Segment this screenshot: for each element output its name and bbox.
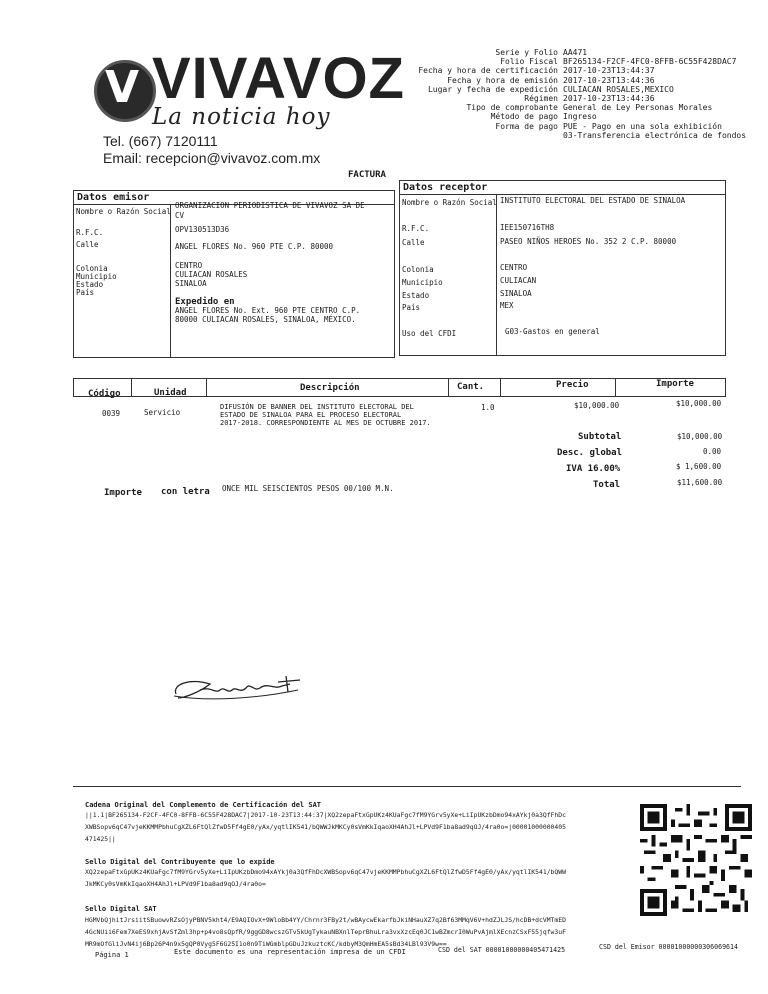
items-top-border — [73, 378, 726, 379]
receptor-title: Datos receptor — [400, 181, 725, 195]
sello-contrib-title: Sello Digital del Contribuyente que lo expide — [85, 858, 275, 866]
receptor-calle: PASEO NIÑOS HEROES No. 352 2 C.P. 80000 — [500, 237, 677, 246]
importe-letra-value: ONCE MIL SEISCIENTOS PESOS 00/100 M.N. — [222, 484, 394, 493]
csd-emisor: CSD del Emisor 00001000000306069614 — [599, 943, 738, 951]
items-col-line — [500, 378, 501, 397]
header-label: Lugar y fecha de expedición — [427, 84, 558, 94]
row-unidad: Servicio — [144, 408, 181, 417]
brand-email: Email: recepcion@vivavoz.com.mx — [103, 150, 321, 166]
receptor-divider — [496, 194, 497, 355]
descuento-label: Desc. global — [557, 448, 623, 458]
col-descripcion: Descripción — [300, 383, 360, 393]
expedido-line1: ANGEL FLORES No. Ext. 960 PTE CENTRO C.P. — [175, 306, 361, 315]
folio-fiscal: BF265134-F2CF-4FC0-8FFB-6C55F428DAC7 — [563, 57, 737, 67]
expedido-title: Expedido en — [175, 297, 235, 307]
row-desc-2: ESTADO DE SINALOA PARA EL PROCESO ELECTORAL — [220, 411, 402, 419]
fecha-emision: 2017-10-23T13:44:36 — [563, 75, 655, 85]
pagina: Página 1 — [95, 951, 129, 959]
emisor-municipio: CULIACAN ROSALES — [175, 270, 248, 279]
importe-letra-label-2: con letra — [161, 487, 210, 497]
sello-contrib-2: JkMKCy0sVmKkIqaoXH4AhJl+LPVd9F1ba8ad9qOJ/4ra0o= — [85, 880, 266, 888]
emisor-nombre-label: Nombre o Razón Social — [76, 207, 171, 216]
fecha-expedicion: 2017-10-23T13:44:36 — [563, 94, 655, 104]
header-labels — [418, 48, 558, 131]
brand-phone: Tel. (667) 7120111 — [103, 133, 218, 149]
col-importe: Importe — [656, 379, 694, 389]
receptor-estado: SINALOA — [500, 289, 532, 298]
emisor-nombre: ORGANIZACION PERIODISTICA DE VIVAVOZ SA DE — [175, 201, 365, 210]
emisor-municipio-label: Municipio — [76, 272, 117, 281]
expedido-line2: 80000 CULIACAN ROSALES, SINALOA, MÉXICO. — [175, 315, 356, 324]
subtotal-label: Subtotal — [578, 432, 622, 442]
row-desc-1: DIFUSIÓN DE BANNER DEL INSTITUTO ELECTORAL DEL — [220, 403, 414, 411]
header-label: Fecha y hora de certificación — [418, 66, 558, 76]
items-col-line — [131, 378, 132, 397]
header-label: Serie y Folio — [495, 48, 558, 57]
emisor-rfc-label: R.F.C. — [76, 228, 104, 237]
emisor-estado: SINALOA — [175, 279, 207, 288]
emisor-estado-label: Estado — [76, 280, 104, 289]
col-unidad: Unidad — [154, 388, 187, 398]
receptor-pais: MEX — [500, 301, 514, 310]
emisor-nombre-2: CV — [175, 211, 185, 220]
brand-tagline: La noticia hoy — [152, 104, 331, 130]
cadena-line3: 471425|| — [85, 835, 116, 843]
receptor-municipio: CULIACAN — [500, 276, 537, 285]
forma-pago: 03-Transferencia electrónica de fondos — [563, 130, 747, 140]
iva-label: IVA 16.00% — [566, 464, 621, 474]
footer-rule — [73, 786, 741, 787]
receptor-uso: G03-Gastos en general — [505, 327, 600, 336]
header-label: Régimen — [524, 94, 558, 104]
row-cant: 1.0 — [481, 403, 495, 412]
doc-type: FACTURA — [348, 170, 386, 180]
col-codigo: Código — [88, 389, 121, 399]
row-precio: $10,000.00 — [574, 401, 620, 410]
total-value: $11,600.00 — [677, 478, 723, 487]
emisor-calle: ANGEL FLORES No. 960 PTE C.P. 80000 — [175, 242, 334, 251]
items-col-line — [73, 378, 74, 397]
col-cant: Cant. — [457, 382, 485, 392]
receptor-estado-label: Estado — [402, 291, 430, 300]
emisor-colonia-label: Colonia — [76, 264, 108, 273]
receptor-nombre-label: Nombre o Razón Social — [402, 198, 497, 207]
logo-letter: V — [104, 62, 140, 113]
row-desc-3: 2017-2018. CORRESPONDIENTE AL MES DE OCTUBRE 2017. — [220, 419, 431, 427]
csd-sat: CSD del SAT 00001000000405471425 — [438, 946, 566, 954]
receptor-municipio-label: Municipio — [402, 278, 443, 287]
regimen: General de Ley Personas Morales — [563, 103, 713, 113]
header-label: Tipo de comprobante — [466, 103, 558, 113]
header-values — [563, 48, 746, 140]
receptor-nombre: INSTITUTO ELECTORAL DEL ESTADO DE SINALOA — [500, 196, 686, 205]
receptor-rfc-label: R.F.C. — [402, 224, 430, 233]
subtotal-value: $10,000.00 — [677, 432, 723, 441]
emisor-title: Datos emisor — [74, 191, 394, 205]
qr-code — [640, 804, 752, 916]
sello-contrib-1: XQ2zepaFtxGpUKz4KUaFgc7fM9YGrv5yXe+LiIpUKzbDmo94xAYkj0a3QfFhDcXWBSopv6qC47vjeKKMMPbhuCgXZL6FtQlZfwD5Ff4gE0/yAx/yqtlIK541/bQWW — [85, 868, 566, 876]
descuento-value: 0.00 — [703, 447, 722, 456]
items-col-line — [725, 378, 726, 397]
serie-folio: AA471 — [563, 48, 588, 57]
receptor-calle-label: Calle — [402, 238, 425, 247]
fecha-certificacion: 2017-10-23T13:44:37 — [563, 66, 655, 76]
importe-letra-label: Importe — [104, 488, 142, 498]
row-codigo: 0039 — [102, 409, 121, 418]
col-precio: Precio — [556, 380, 589, 390]
signature — [170, 668, 320, 708]
sello-sat-title: Sello Digital SAT — [85, 905, 157, 913]
representacion-impresa: Este documento es una representación impresa de un CFDI — [174, 948, 406, 956]
header-label: Método de pago — [490, 112, 558, 122]
receptor-colonia: CENTRO — [500, 263, 528, 272]
emisor-colonia: CENTRO — [175, 261, 203, 270]
emisor-rfc: OPV130513D36 — [175, 225, 230, 234]
items-col-line — [206, 378, 207, 397]
receptor-uso-label: Uso del CFDI — [402, 329, 457, 338]
receptor-pais-label: País — [402, 303, 421, 312]
receptor-colonia-label: Colonia — [402, 265, 434, 274]
cadena-title: Cadena Original del Complemento de Certificación del SAT — [85, 801, 322, 809]
emisor-calle-label: Calle — [76, 240, 99, 249]
emisor-divider — [170, 204, 171, 357]
brand-name: VIVAVOZ — [152, 46, 405, 111]
total-label: Total — [593, 480, 621, 490]
header-label: Fecha y hora de emisión — [447, 75, 558, 85]
emisor-pais-label: País — [76, 288, 95, 297]
receptor-rfc: IEE150716TH8 — [500, 223, 555, 232]
header-label: Forma de pago — [495, 121, 558, 131]
items-col-line — [448, 378, 449, 397]
header-label: Folio Fiscal — [500, 57, 558, 67]
sello-sat-2: 4GcNUii6Fem7XeES9xhjAvSfZml3hp+p4vo8sQpfR/9ggGD8wcszGTv5kUgTykauNBXnlTeprBhuLra3vxXzcEq0JC1wBZmcrI0WuPvAjmlXEcnzCSxF55jqfw3uF — [85, 928, 566, 936]
items-col-line — [615, 378, 616, 397]
sello-sat-1: HGMVbQjhitJrsiitSBuowvRZsOjyPBNV5kht4/E9AQIOvX+9WloBb4YY/Chrnr3FBy2t/wBAycwEkarfbJkiNHauXZ7q2Bf63MMqV6V+hdZJLJS/hcDB+dcVMTmED — [85, 916, 566, 924]
tipo-comprobante: Ingreso — [563, 112, 597, 122]
metodo-pago: PUE - Pago en una sola exhibición — [563, 121, 722, 131]
cadena-line2: XWBSopv6qC47vjeKKMMPbhuCgXZL6FtQlZfwD5Ff4gE0/yAx/yqtlIK541/bQWWJkMKCy0sVmKkIqaoXH4AhJl+LPVd9F1ba8ad9qOJ/4ra0o=|00001000000405 — [85, 823, 566, 831]
row-importe: $10,000.00 — [676, 399, 722, 408]
cadena-line1: ||1.1|BF265134-F2CF-4FC0-8FFB-6C55F428DAC7|2017-10-23T13:44:37|XQ2zepaFtxGpUKz4KUaFgc7fM9YGrv5yXe+LiIpUKzbDmo94xAYkj0a3QfFhDc — [85, 811, 566, 819]
sello-sat-3: MR9mOfGliJvN4ij6Bp26P4n9x5gQP0Vyg5F6G25I1o0n9TiWGmblpGDuJzkuztcKC/kdbyM3QmHmEA5sBd34LBl93V9w== — [85, 940, 447, 948]
iva-value: $ 1,600.00 — [676, 462, 722, 471]
lugar-expedicion: CULIACAN ROSALES,MEXICO — [563, 84, 674, 94]
